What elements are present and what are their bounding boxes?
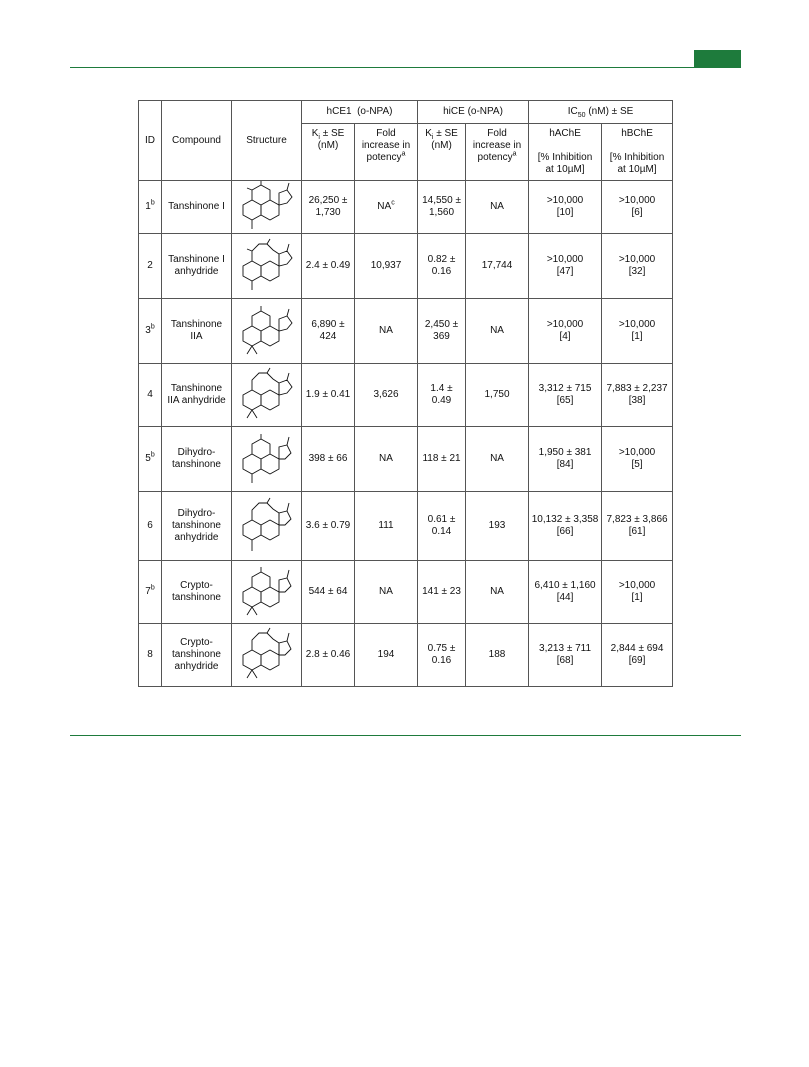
hache-ic50: 3,312 ± 715	[538, 383, 592, 394]
header-rule	[70, 67, 741, 68]
table-row	[139, 364, 673, 427]
hbche-cell	[602, 427, 673, 492]
hbche-cell	[602, 181, 673, 234]
hache-cell	[529, 427, 602, 492]
compound-name: Tanshinone I anhydride	[162, 234, 232, 299]
hbche-cell	[602, 624, 673, 687]
hache-cell	[529, 234, 602, 299]
compound-name: Dihydro-tanshinone anhydride	[162, 492, 232, 561]
hbche-inhibition: [38]	[628, 395, 646, 406]
hbche-ic50: >10,000	[618, 195, 656, 206]
hce1-ki: 1.9 ± 0.41	[302, 364, 355, 427]
hice-fold: 17,744	[466, 234, 529, 299]
hice-fold: 193	[466, 492, 529, 561]
hache-ic50: 6,410 ± 1,160	[534, 580, 596, 591]
hache-inhibition: [84]	[556, 459, 574, 470]
molecule-structure-icon	[237, 627, 297, 683]
hice-ki: 0.75 ± 0.16	[418, 624, 466, 687]
hice-fold: 1,750	[466, 364, 529, 427]
molecule-structure-icon	[237, 181, 297, 233]
structure-cell	[232, 299, 302, 364]
row-id: 4	[139, 364, 162, 427]
structure-cell	[232, 561, 302, 624]
hbche-inhibition: [32]	[628, 266, 646, 277]
col-header-compound: Compound	[162, 101, 232, 181]
hbche-cell	[602, 234, 673, 299]
hce1-ki: 2.8 ± 0.46	[302, 624, 355, 687]
hache-ic50: 3,213 ± 711	[539, 643, 592, 654]
col-header-hce1: hCE1 (o-NPA)	[302, 101, 418, 124]
compound-name: Dihydro-tanshinone	[162, 427, 232, 492]
row-id: 6	[139, 492, 162, 561]
hache-inhibition: [66]	[556, 526, 574, 537]
molecule-structure-icon	[237, 564, 297, 620]
structure-cell	[232, 427, 302, 492]
table-row	[139, 624, 673, 687]
table-row	[139, 492, 673, 561]
molecule-structure-icon	[237, 303, 297, 359]
col-header-hache: hAChE [% Inhibition at 10µM]	[529, 124, 602, 181]
hache-inhibition: [47]	[556, 266, 574, 277]
row-id: 7$^b$	[139, 561, 162, 624]
hache-inhibition: [10]	[556, 207, 574, 218]
hce1-ki: 6,890 ± 424	[302, 299, 355, 364]
hce1-fold: NA	[355, 561, 418, 624]
structure-cell	[232, 624, 302, 687]
hice-fold: NA	[466, 181, 529, 234]
hice-ki: 0.61 ± 0.14	[418, 492, 466, 561]
hice-ki: 1.4 ± 0.49	[418, 364, 466, 427]
inhibition-table	[138, 100, 673, 687]
hache-ic50: 10,132 ± 3,358	[531, 514, 599, 525]
compound-name: Tanshinone IIA anhydride	[162, 364, 232, 427]
table-row	[139, 561, 673, 624]
hache-ic50: 1,950 ± 381	[538, 447, 592, 458]
table-row	[139, 427, 673, 492]
col-header-ic50: $IC_{50}$ (nM) ± SE	[529, 101, 673, 124]
hbche-cell	[602, 299, 673, 364]
hce1-fold: $NA^c$	[355, 181, 418, 234]
hce1-ki: 398 ± 66	[302, 427, 355, 492]
compound-name: Crypto-tanshinone	[162, 561, 232, 624]
col-header-id: ID	[139, 101, 162, 181]
hbche-inhibition: [1]	[631, 331, 643, 342]
hbche-ic50: >10,000	[618, 580, 656, 591]
hache-inhibition: [68]	[556, 655, 574, 666]
header-accent-block	[694, 50, 741, 67]
header-row-1	[139, 101, 673, 124]
col-header-hice-fold: Fold increase in potency$^a$	[466, 124, 529, 181]
hache-cell	[529, 364, 602, 427]
structure-cell	[232, 181, 302, 234]
hce1-fold: NA	[355, 427, 418, 492]
hbche-ic50: >10,000	[618, 447, 656, 458]
footer-rule	[70, 735, 741, 736]
hice-fold: 188	[466, 624, 529, 687]
row-id: 3$^b$	[139, 299, 162, 364]
col-header-hice-ki: $K_i$ ± SE (nM)	[418, 124, 466, 181]
hce1-fold: 111	[355, 492, 418, 561]
col-header-hbche: hBChE [% Inhibition at 10µM]	[602, 124, 673, 181]
row-id: 1$^b$	[139, 181, 162, 234]
compound-name: Crypto-tanshinone anhydride	[162, 624, 232, 687]
structure-cell	[232, 364, 302, 427]
hbche-ic50: >10,000	[618, 254, 656, 265]
hce1-ki: 3.6 ± 0.79	[302, 492, 355, 561]
col-header-hce1-ki: $K_i$ ± SE (nM)	[302, 124, 355, 181]
hbche-inhibition: [61]	[628, 526, 646, 537]
hice-fold: NA	[466, 299, 529, 364]
hbche-inhibition: [1]	[631, 592, 643, 603]
hbche-inhibition: [6]	[631, 207, 643, 218]
compound-name: Tanshinone I	[162, 181, 232, 234]
hbche-ic50: 7,883 ± 2,237	[606, 383, 668, 394]
col-header-structure: Structure	[232, 101, 302, 181]
hice-fold: NA	[466, 561, 529, 624]
row-id: 2	[139, 234, 162, 299]
hce1-ki: 544 ± 64	[302, 561, 355, 624]
hache-cell	[529, 624, 602, 687]
hice-ki: 14,550 ± 1,560	[418, 181, 466, 234]
hbche-inhibition: [69]	[628, 655, 646, 666]
hache-inhibition: [65]	[556, 395, 574, 406]
hache-inhibition: [4]	[559, 331, 571, 342]
hice-ki: 118 ± 21	[418, 427, 466, 492]
molecule-structure-icon	[237, 497, 297, 555]
hache-ic50: >10,000	[546, 254, 584, 265]
hce1-fold: NA	[355, 299, 418, 364]
molecule-structure-icon	[237, 238, 297, 294]
hbche-ic50: 7,823 ± 3,866	[606, 514, 668, 525]
hce1-ki: 2.4 ± 0.49	[302, 234, 355, 299]
hce1-fold: 194	[355, 624, 418, 687]
hce1-ki: 26,250 ± 1,730	[302, 181, 355, 234]
hache-inhibition: [44]	[556, 592, 574, 603]
col-header-hce1-fold: Fold increase in potency$^a$	[355, 124, 418, 181]
structure-cell	[232, 234, 302, 299]
hice-ki: 2,450 ± 369	[418, 299, 466, 364]
molecule-structure-icon	[237, 367, 297, 423]
hache-cell	[529, 299, 602, 364]
hbche-inhibition: [5]	[631, 459, 643, 470]
hbche-cell	[602, 492, 673, 561]
structure-cell	[232, 492, 302, 561]
hache-cell	[529, 181, 602, 234]
col-header-hice: hiCE (o-NPA)	[418, 101, 529, 124]
compound-name: Tanshinone IIA	[162, 299, 232, 364]
table-row	[139, 181, 673, 234]
hice-fold: NA	[466, 427, 529, 492]
hbche-cell	[602, 561, 673, 624]
hache-cell	[529, 561, 602, 624]
hbche-ic50: 2,844 ± 694	[610, 643, 664, 654]
hice-ki: 141 ± 23	[418, 561, 466, 624]
hce1-fold: 3,626	[355, 364, 418, 427]
hice-ki: 0.82 ± 0.16	[418, 234, 466, 299]
hbche-ic50: >10,000	[618, 319, 656, 330]
hache-cell	[529, 492, 602, 561]
molecule-structure-icon	[237, 431, 297, 487]
row-id: 5$^b$	[139, 427, 162, 492]
hbche-cell	[602, 364, 673, 427]
table-row	[139, 234, 673, 299]
table-row	[139, 299, 673, 364]
hache-ic50: >10,000	[546, 195, 584, 206]
hce1-fold: 10,937	[355, 234, 418, 299]
hache-ic50: >10,000	[546, 319, 584, 330]
row-id: 8	[139, 624, 162, 687]
